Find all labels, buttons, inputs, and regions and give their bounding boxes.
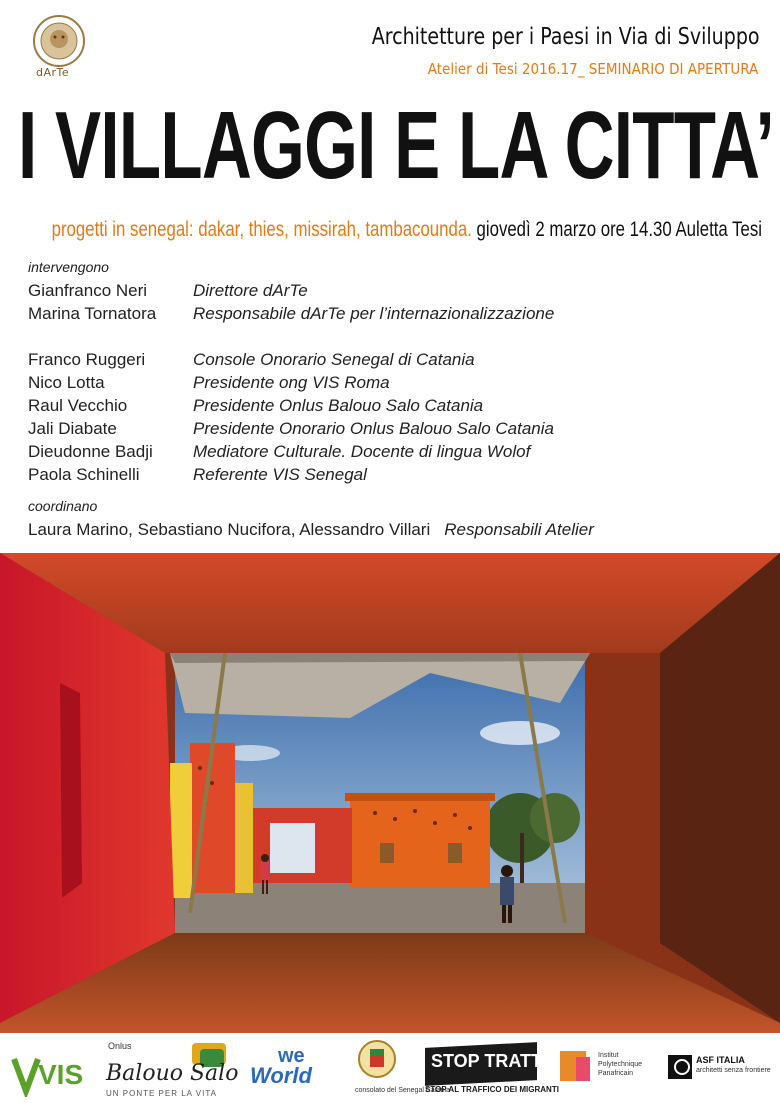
coordinators-role: Responsabili Atelier: [444, 520, 594, 539]
speaker-name: Franco Ruggeri: [28, 350, 146, 369]
speaker-row: [28, 463, 760, 486]
speaker-role: Responsabile dArTe per l’internazionalizzazione: [193, 304, 555, 323]
projects-text: progetti in senegal: dakar, thies, missirah, tambacounda.: [51, 218, 472, 241]
architecture-rendering: [0, 553, 780, 1033]
header-subtitle: Atelier di Tesi 2016.17_ SEMINARIO DI APERTURA: [427, 60, 758, 78]
speaker-row: [28, 279, 760, 302]
speakers-list: [28, 259, 760, 541]
coordinators-label: coordinano: [28, 498, 98, 514]
speaker-row: [28, 302, 760, 325]
ipp-line3: Panafricain: [598, 1070, 634, 1077]
header-title: Architetture per i Paesi in Via di Sviluppo: [372, 24, 760, 50]
ipp-line2: Polytechnique: [598, 1061, 642, 1068]
weworld-we: we: [278, 1045, 305, 1067]
speaker-name: Nico Lotta: [28, 373, 105, 392]
speakers-label: intervengono: [28, 259, 109, 275]
balouo-tagline: UN PONTE PER LA VITA: [106, 1089, 217, 1098]
date-text: giovedì 2 marzo ore 14.30 Auletta Tesi: [476, 218, 762, 241]
weworld-logo: [250, 1045, 340, 1095]
speaker-row: [28, 348, 760, 371]
stop-text: STOP TRATTA: [431, 1051, 554, 1071]
speaker-role: Console Onorario Senegal di Catania: [193, 350, 475, 369]
speaker-row: [28, 440, 760, 463]
speaker-role: Direttore dArTe: [193, 281, 308, 300]
balouo-salo-logo: [100, 1041, 240, 1099]
speaker-row: [28, 394, 760, 417]
consolato-text: consolato del Senegal Catania: [355, 1087, 450, 1094]
speaker-role: Mediatore Culturale. Docente di lingua Wolof: [193, 442, 531, 461]
speaker-name: Dieudonne Badji: [28, 442, 153, 461]
consolato-logo: [355, 1035, 450, 1101]
speaker-role: Presidente Onorario Onlus Balouo Salo Catania: [193, 419, 554, 438]
vis-logo: [8, 1051, 88, 1097]
sponsor-bar: [0, 1033, 780, 1103]
speaker-role: Referente VIS Senegal: [193, 465, 367, 484]
balouo-onlus: Onlus: [108, 1041, 132, 1051]
speaker-role: Presidente Onlus Balouo Salo Catania: [193, 396, 484, 415]
speaker-name: Jali Diabate: [28, 419, 117, 438]
logo-caption: dArTe: [36, 66, 70, 79]
speaker-role: Presidente ong VIS Roma: [193, 373, 390, 392]
ipp-logo: [560, 1047, 660, 1093]
speaker-name: Raul Vecchio: [28, 396, 128, 415]
speaker-row: [28, 371, 760, 394]
speaker-name: Marina Tornatora: [28, 304, 157, 323]
asf-sub: architetti senza frontiere: [696, 1067, 771, 1074]
speaker-row: [28, 417, 760, 440]
coordinators-names: Laura Marino, Sebastiano Nucifora, Alessandro Villari: [28, 520, 431, 539]
ipp-line1: Institut: [598, 1052, 619, 1059]
event-subline: [52, 218, 762, 242]
page-title: I VILLAGGI E LA CITTA’: [18, 92, 774, 199]
speaker-name: Paola Schinelli: [28, 465, 140, 484]
speaker-name: Gianfranco Neri: [28, 281, 148, 300]
asf-italia-logo: [668, 1053, 774, 1083]
weworld-world: World: [250, 1063, 312, 1088]
coordinators-line: [28, 518, 760, 541]
balouo-text: Balouo Salo: [106, 1061, 239, 1086]
asf-title: ASF ITALIA: [696, 1055, 745, 1065]
stop-sub: STOP AL TRAFFICO DEI MIGRANTI: [425, 1085, 559, 1094]
stop-tratta-logo: [425, 1041, 559, 1097]
vis-text: VIS: [38, 1059, 84, 1090]
